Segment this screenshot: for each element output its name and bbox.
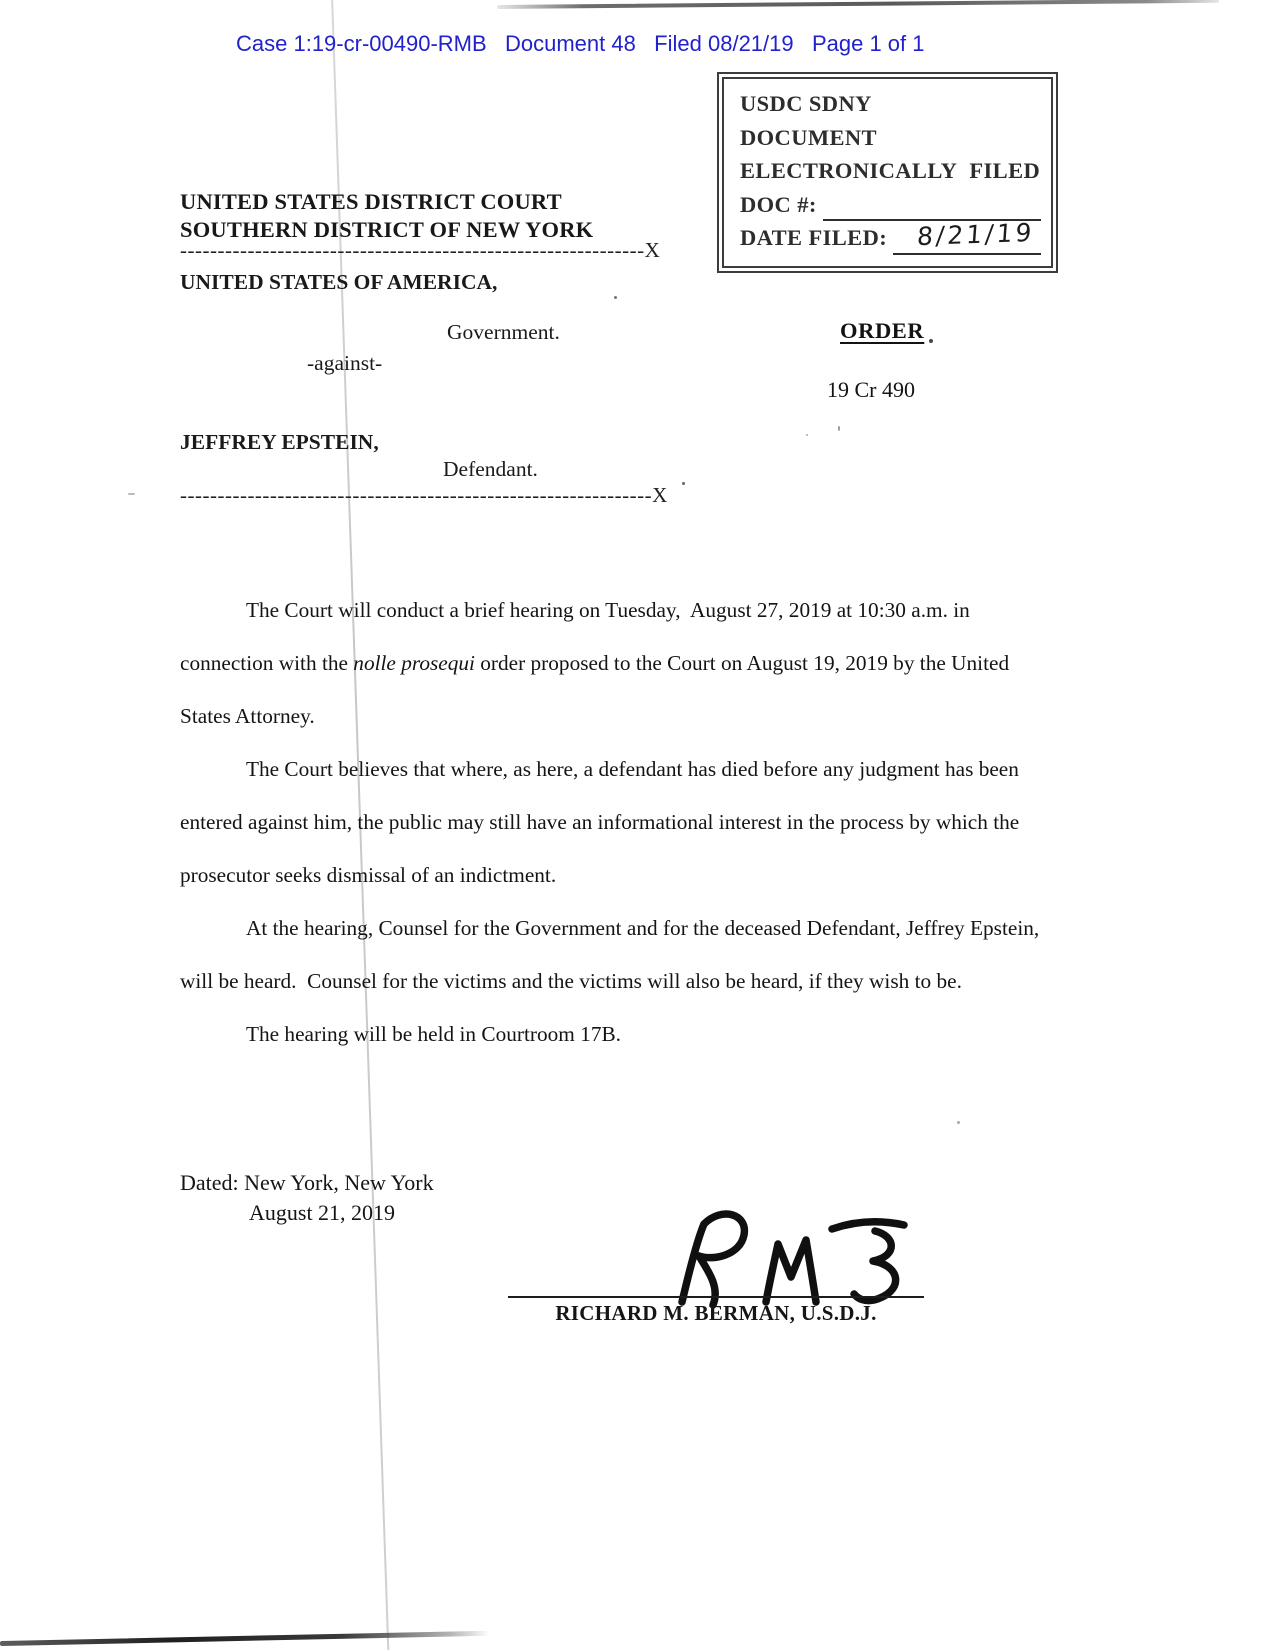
scan-speck: [957, 1121, 960, 1124]
latin-phrase-nolle-prosequi: nolle prosequi: [353, 651, 475, 675]
caption-separator-bottom: ---------------------------------------------------------------X: [180, 483, 668, 507]
filed-stamp-inner: [722, 77, 1053, 268]
stamp-date-filed-blank: [893, 217, 1041, 255]
stamp-line-usdc: USDC SDNY: [740, 91, 872, 116]
order-paragraph-2: The Court believes that where, as here, a defendant has died before any judgment has been entered against him, the public may still have an informational interest in the process by which the prosecutor seeks dismissal of an indictment.: [180, 757, 1025, 887]
scan-speck: [128, 493, 135, 495]
stamp-date-filed-row: [740, 217, 1041, 255]
dated-place-line: Dated: New York, New York: [180, 1170, 434, 1195]
stamp-line-electronically-filed: ELECTRONICALLY FILED: [740, 158, 1041, 183]
order-paragraph-4: The hearing will be held in Courtroom 17B.: [246, 1022, 621, 1046]
order-body: [180, 584, 1060, 1061]
dated-date-line: August 21, 2019: [249, 1200, 396, 1225]
stamp-line-document: DOCUMENT: [740, 124, 877, 150]
filed-stamp: [717, 72, 1058, 273]
order-title: ORDER: [840, 318, 925, 343]
stamp-doc-number-label: DOC #:: [740, 191, 817, 217]
order-paragraph-1: [180, 584, 1060, 743]
scan-streak-bottom: [0, 1631, 490, 1646]
handwritten-date-value: 8/21/19: [916, 217, 1036, 251]
stamp-date-filed-label: DATE FILED:: [740, 225, 888, 250]
paragraph-1-text-cont: order proposed to the Court on August 19, 2019 by the United States Attorney.: [180, 651, 1015, 728]
caption-separator-top: --------------------------------------------------------------X: [180, 238, 661, 262]
dated-block: [180, 1168, 434, 1228]
stamp-doc-number-row: [740, 188, 1041, 222]
scan-speck: [682, 482, 685, 485]
pacer-page-header: Case 1:19-cr-00490-RMB Document 48 Filed 08/21/19 Page 1 of 1: [236, 31, 925, 56]
versus-label: -against-: [307, 351, 383, 375]
judge-handwritten-signature: [662, 1210, 930, 1310]
court-name-line1: UNITED STATES DISTRICT COURT: [180, 189, 562, 214]
scan-speck: [614, 296, 617, 299]
paragraph-1-text: The Court will conduct a brief hearing on Tuesday, August 27, 2019 at 10:30 a.m. in connection with the: [180, 598, 976, 675]
scan-speck: [838, 426, 840, 431]
plaintiff-role-label: Government.: [447, 320, 560, 344]
scan-speck: [929, 339, 933, 343]
scan-streak-top: [497, 0, 1219, 9]
case-number: 19 Cr 490: [827, 377, 915, 402]
order-paragraph-3: At the hearing, Counsel for the Government and for the deceased Defendant, Jeffrey Epstein, will be heard. Counsel for the victims and the victims will also be heard, if they wish to be.: [180, 916, 1045, 993]
judge-name: RICHARD M. BERMAN, U.S.D.J.: [555, 1301, 877, 1325]
defendant-name: JEFFREY EPSTEIN,: [180, 430, 379, 454]
court-name-line2: SOUTHERN DISTRICT OF NEW YORK: [180, 217, 594, 242]
defendant-role-label: Defendant.: [443, 457, 538, 481]
plaintiff-name: UNITED STATES OF AMERICA,: [180, 270, 498, 294]
scan-speck: [806, 434, 808, 436]
signature-line: [508, 1296, 924, 1298]
